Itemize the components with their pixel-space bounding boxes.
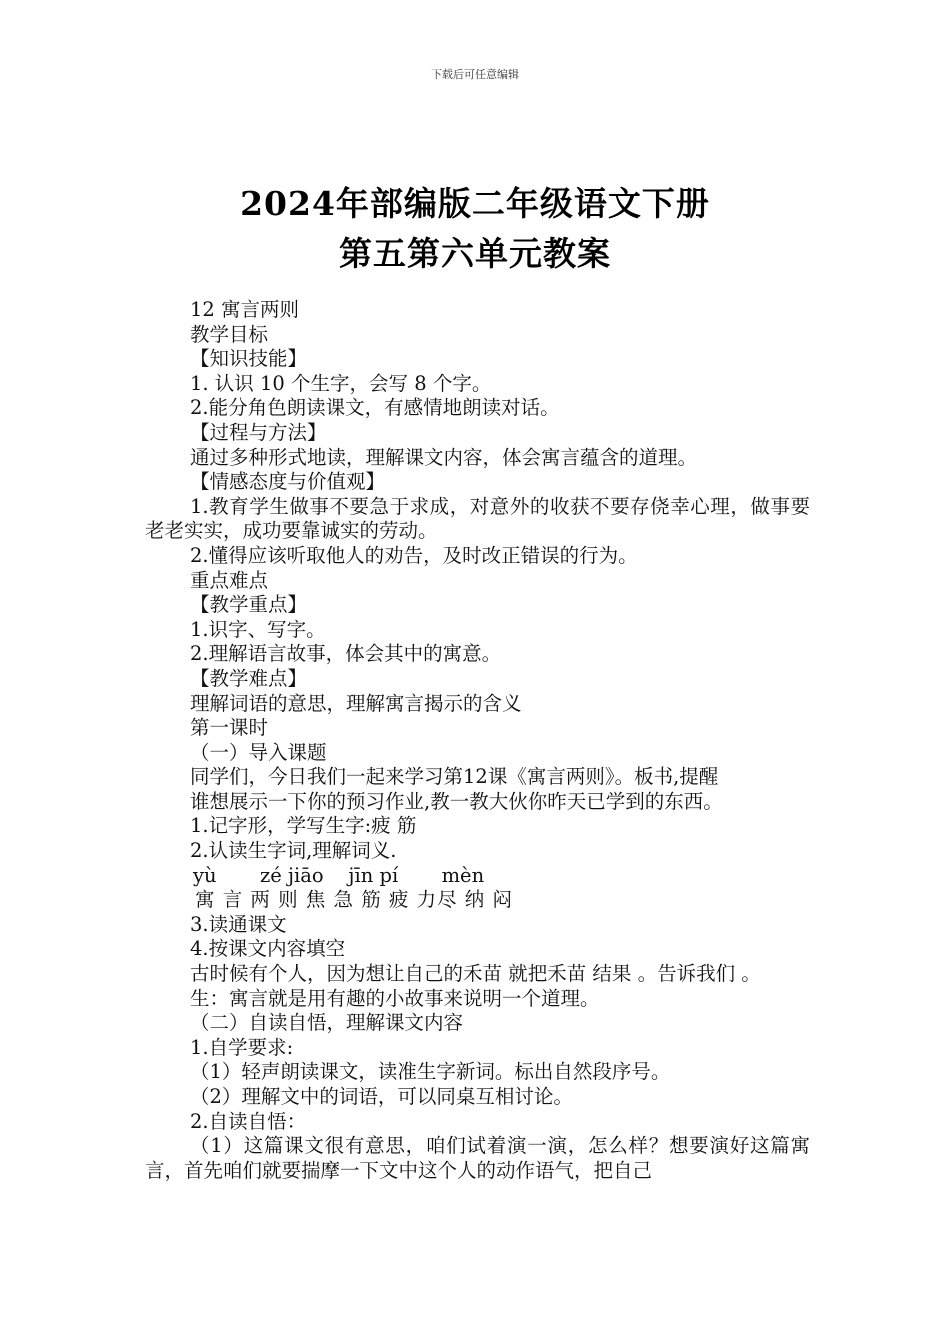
paragraph-line: （2）理解文中的词语，可以同桌互相讨论。 — [190, 1085, 573, 1108]
paragraph-line: 1.记字形，学写生字:疲 筋 — [190, 814, 417, 838]
paragraph-line: 2.自读自悟： — [190, 1109, 307, 1133]
subsection-heading: （一）导入课题 — [190, 740, 327, 764]
subsection-heading: 【情感态度与价值观】 — [190, 470, 386, 494]
paragraph-line: 生：寓言就是用有趣的小故事来说明一个道理。 — [190, 986, 600, 1010]
paragraph-line: 2.理解语言故事，体会其中的寓意。 — [190, 642, 502, 666]
document-title-line2: 第五第六单元教案 — [339, 234, 611, 273]
paragraph-line: 2.能分角色朗读课文，有感情地朗读对话。 — [190, 396, 560, 420]
document-body — [145, 298, 810, 1183]
section-heading: 重点难点 — [190, 568, 269, 592]
pinyin-line: yù zé jiāo jīn pí mèn — [193, 863, 485, 887]
paragraph-line: 2.懂得应该听取他人的劝告，及时改正错误的行为。 — [190, 543, 638, 567]
paragraph-line: 谁想展示一下你的预习作业,教一教大伙你昨天已学到的东西。 — [190, 789, 723, 813]
paragraph-line: 理解词语的意思，理解寓言揭示的含义 — [190, 691, 522, 715]
paragraph-line: 同学们，今日我们一起来学习第12课《寓言两则》。板书,提醒 — [190, 765, 719, 789]
subsection-heading: 【过程与方法】 — [190, 420, 327, 444]
paragraph-line: （1）轻声朗读课文，读准生字新词。标出自然段序号。 — [190, 1060, 671, 1084]
header-note: 下载后可任意编辑 — [431, 68, 519, 81]
paragraph-wrapped: 1.教育学生做事不要急于求成，对意外的收获不要存侥幸心理，做事要老老实实，成功要靠诚实的劳动。 — [145, 494, 810, 543]
paragraph-line: 1.自学要求: — [190, 1035, 294, 1059]
paragraph-line: 通过多种形式地读，理解课文内容，体会寓言蕴含的道理。 — [190, 445, 698, 469]
document-title-line1: 2024年部编版二年级语文下册 — [240, 184, 710, 223]
section-heading: 教学目标 — [190, 322, 269, 346]
subsection-heading: 【教学重点】 — [190, 593, 308, 617]
section-heading: 第一课时 — [190, 716, 269, 740]
lesson-heading: 12 寓言两则 — [190, 298, 300, 321]
paragraph-line: 1.识字、写字。 — [190, 617, 326, 641]
subsection-heading: 【教学难点】 — [190, 666, 308, 690]
subsection-heading: （二）自读自悟，理解课文内容 — [190, 1011, 464, 1035]
paragraph-wrapped: （1）这篇课文很有意思，咱们试着演一演，怎么样？想要演好这篇寓言，首先咱们就要揣摩一下文中这个人的动作语气，把自己 — [145, 1134, 810, 1182]
subsection-heading: 【知识技能】 — [190, 347, 308, 371]
paragraph-line: 1. 认识 10 个生字，会写 8 个字。 — [190, 371, 492, 395]
vocabulary-characters: 寓 言 两 则 焦 急 筋 疲 力尽 纳 闷 — [195, 888, 513, 912]
paragraph-line: 3.读通课文 — [190, 912, 287, 936]
paragraph-line: 4.按课文内容填空 — [190, 937, 346, 961]
paragraph-wrapped: 古时候有个人，因为想让自己的禾苗 就把禾苗 结果 。告诉我们 。 — [190, 962, 761, 986]
paragraph-line: 2.认读生字词,理解词义. — [190, 839, 397, 863]
